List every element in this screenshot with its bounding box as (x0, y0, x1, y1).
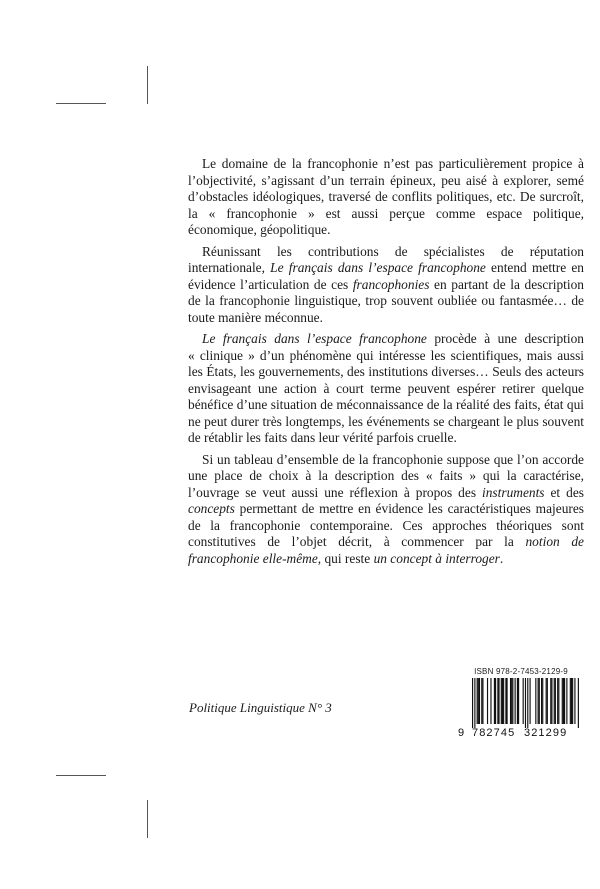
barcode-group-1: 782745 (472, 727, 516, 739)
back-cover-text (188, 156, 584, 572)
book-title-italic: Le français dans l’espace francophone (270, 260, 486, 275)
barcode-bar (564, 678, 565, 724)
barcode-bar (547, 678, 548, 724)
barcode-bar (479, 678, 480, 724)
barcode-bar (495, 678, 496, 724)
barcode-bar (518, 678, 519, 724)
barcode-bar (527, 678, 528, 728)
barcode-bar (523, 678, 524, 724)
barcode-bar (494, 678, 495, 724)
barcode-bar (570, 678, 571, 724)
paragraph-2-text-e: en partant de la description de la francophonie linguistique, trop souvent oubliée ou fantasmée… de toute manière méconnue. (188, 276, 584, 325)
barcode-bar (557, 678, 558, 724)
barcode-bar (501, 678, 502, 724)
paragraph-2-text-a: Réunissant les contributions de spécialistes de réputation internationale, (188, 243, 584, 275)
barcode-bar (472, 678, 473, 728)
paragraph-4-text-a: Si un tableau d’ensemble de la francophonie suppose que l’on accorde une place de choix à la description des « faits » qui la caractérise, l’ouvrage se veut aussi une réflexion à propos des (188, 451, 584, 500)
barcode-bar (555, 678, 556, 724)
instruments-italic: instruments (482, 484, 545, 500)
barcode-first-digit: 9 (458, 727, 466, 739)
crop-mark-bottom-horizontal (56, 775, 106, 776)
barcode-bar (574, 678, 575, 724)
paragraph-3-text-b: procède à une description « clinique » d’un phénomène qui intéresse les scientifiques, mais aussi les États, les gouvernements, des institutions diverses… Seuls des acteurs envisageant une action à court terme peuvent espérer retirer quelque bénéfice d’une situation de méconnaissance de la réalité des faits, état qui ne peut durer très longtemps, les événements se chargeant le plus souvent de rétablir les faits dans leur vérité parfois cruelle. (188, 331, 584, 445)
barcode-bar (507, 678, 508, 724)
barcode-bar (562, 678, 563, 724)
barcode-bar (566, 678, 567, 724)
barcode-bar (571, 678, 572, 724)
crop-mark-top-horizontal (56, 103, 106, 104)
barcode-bar (505, 678, 506, 724)
barcode-bar (503, 678, 504, 724)
barcode-bar (478, 678, 479, 724)
barcode-bar (539, 678, 540, 724)
paragraph-1 (188, 156, 584, 239)
barcode-bar (481, 678, 482, 724)
book-title-italic: Le français dans l’espace francophone (202, 331, 427, 346)
barcode-bar (550, 678, 551, 724)
barcode-bar (515, 678, 516, 724)
notion-italic: notion de francophonie elle-même (188, 534, 584, 566)
paragraph-4 (188, 452, 584, 568)
barcode-bar (558, 678, 559, 724)
barcode-bar (510, 678, 511, 724)
barcode-bar (502, 678, 503, 724)
paragraph-3 (188, 331, 584, 447)
barcode-graphic (462, 678, 580, 728)
crop-mark-bottom-vertical (147, 800, 148, 838)
barcode-bar (538, 678, 539, 724)
barcode-bar (474, 678, 475, 728)
barcode-bar (535, 678, 536, 724)
concepts-italic: concepts (188, 501, 235, 516)
barcode-bar (525, 678, 526, 728)
paragraph-4-text-e: permettant de mettre en évidence les caractéristiques majeures de la francophonie contemporaine. Ces approches théoriques sont constitutives de l’objet décrit, à commencer par la (188, 501, 584, 549)
paragraph-2 (188, 244, 584, 327)
barcode-bar (498, 678, 499, 724)
paragraph-1-text: Le domaine de la francophonie n’est pas particulièrement propice à l’objectivité, s’agissant d’un terrain épineux, peu aisé à explorer, semé d’obstacles idéologiques, traversé de conflits politiques, etc. De surcroît, la « francophonie » est aussi perçue comme espace politique, économique, géopolitique. (188, 156, 584, 237)
barcode-bar (497, 678, 498, 724)
paragraph-4-text-c: et des (544, 484, 584, 500)
crop-mark-top-vertical (147, 66, 148, 104)
concept-to-question-italic: un concept à interroger (373, 550, 500, 566)
barcode-bar (482, 678, 483, 724)
barcode-bar (541, 678, 542, 724)
barcode-bar (517, 678, 518, 724)
barcode-bar (572, 678, 573, 724)
barcode-bar (563, 678, 564, 724)
barcode-bar (542, 678, 543, 724)
isbn-label: ISBN 978-2-7453-2129-9 (474, 667, 568, 676)
barcode-bar (546, 678, 547, 724)
barcode-bar (487, 678, 488, 724)
series-label: Politique Linguistique N° 3 (189, 700, 332, 715)
barcode-bar (512, 678, 513, 724)
paragraph-4-text-i: . (499, 550, 504, 566)
barcode-bar (551, 678, 552, 724)
barcode-bar (490, 678, 491, 724)
barcode-bar (477, 678, 478, 724)
paragraph-4-text-g: , qui reste (317, 550, 374, 566)
barcode-bar (578, 678, 579, 728)
paragraph-2-text-c: entend mettre en évidence l’articulation de ces (188, 260, 584, 292)
barcode-bar (530, 678, 531, 724)
francophonies-italic: francophonies (352, 276, 430, 292)
barcode-bar (554, 678, 555, 724)
barcode-group-2: 321299 (524, 727, 568, 739)
barcode-bar (511, 678, 512, 724)
